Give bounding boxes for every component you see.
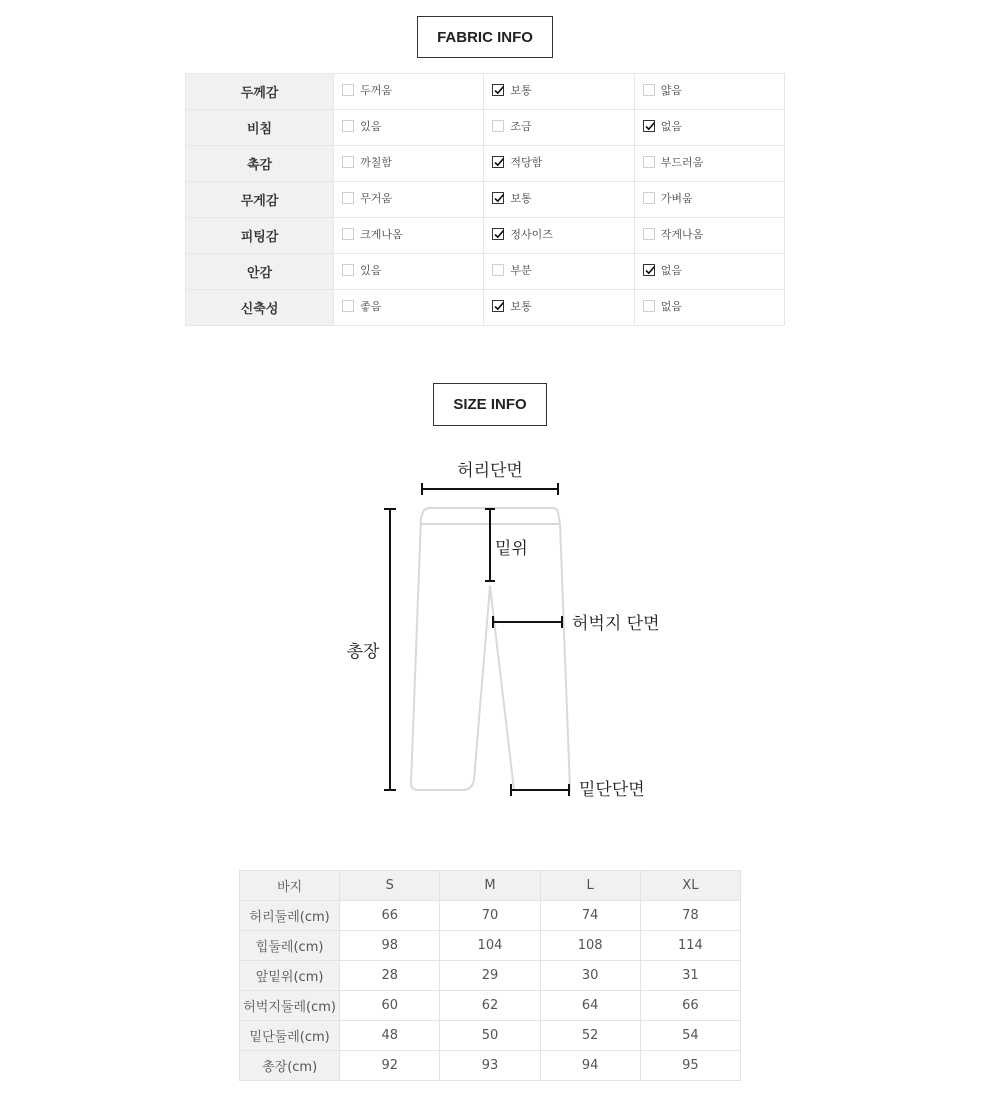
checkbox[interactable] — [643, 156, 655, 168]
size-table-header: 바지 — [240, 871, 340, 901]
size-value-cell: 28 — [340, 961, 440, 991]
fabric-option-label: 조금 — [510, 119, 532, 133]
size-row-label: 앞밑위(cm) — [240, 961, 340, 991]
checkbox[interactable] — [342, 300, 354, 312]
fabric-option-label: 크게나옴 — [360, 227, 403, 241]
checkbox[interactable] — [643, 300, 655, 312]
checkmark-icon — [644, 264, 656, 276]
fabric-option-label: 있음 — [360, 263, 382, 277]
fabric-row-label: 무게감 — [186, 182, 334, 218]
fabric-option-cell — [634, 182, 784, 218]
fabric-option-label: 있음 — [360, 119, 382, 133]
fabric-option-label: 가벼움 — [660, 191, 693, 205]
fabric-option-cell — [634, 254, 784, 290]
waist-measure-line — [422, 483, 558, 495]
fabric-option-label: 부분 — [510, 263, 532, 277]
hem-label: 밑단단면 — [579, 780, 645, 800]
size-value-cell: 60 — [340, 991, 440, 1021]
fabric-row — [186, 110, 785, 146]
fabric-option-cell — [484, 74, 634, 110]
checked-checkbox[interactable] — [492, 156, 504, 168]
fabric-option-label: 없음 — [660, 299, 682, 313]
fabric-option-cell — [634, 218, 784, 254]
size-value-cell: 62 — [440, 991, 540, 1021]
size-table-header: M — [440, 871, 540, 901]
fabric-row-label: 피팅감 — [186, 218, 334, 254]
size-table-row — [240, 931, 741, 961]
fabric-option-label: 적당함 — [510, 155, 543, 169]
checkmark-icon — [493, 192, 505, 204]
fabric-row — [186, 146, 785, 182]
checked-checkbox[interactable] — [492, 228, 504, 240]
size-value-cell: 66 — [640, 991, 740, 1021]
size-value-cell: 30 — [540, 961, 640, 991]
fabric-option-label: 좋음 — [360, 299, 382, 313]
size-row-label: 힙둘레(cm) — [240, 931, 340, 961]
fabric-row — [186, 218, 785, 254]
checkbox[interactable] — [342, 264, 354, 276]
fabric-info-table — [185, 73, 785, 326]
checkmark-icon — [644, 120, 656, 132]
length-label: 총장 — [346, 642, 380, 662]
size-value-cell: 31 — [640, 961, 740, 991]
thigh-label: 허벅지 단면 — [572, 614, 660, 634]
fabric-option-cell — [334, 146, 484, 182]
size-value-cell: 95 — [640, 1051, 740, 1081]
checkbox[interactable] — [342, 120, 354, 132]
checkbox[interactable] — [492, 264, 504, 276]
pants-size-diagram — [330, 450, 690, 820]
checkbox[interactable] — [643, 84, 655, 96]
fabric-row-label: 신축성 — [186, 290, 334, 326]
size-table-row — [240, 1021, 741, 1051]
size-value-cell: 70 — [440, 901, 540, 931]
checked-checkbox[interactable] — [643, 264, 655, 276]
size-table-row — [240, 1051, 741, 1081]
checkmark-icon — [493, 300, 505, 312]
fabric-option-cell — [484, 146, 634, 182]
checkbox[interactable] — [342, 156, 354, 168]
size-table — [239, 870, 741, 1081]
size-table-header: XL — [640, 871, 740, 901]
size-value-cell: 94 — [540, 1051, 640, 1081]
size-value-cell: 66 — [340, 901, 440, 931]
fabric-option-label: 보통 — [510, 299, 532, 313]
fabric-option-cell — [334, 110, 484, 146]
size-row-label: 밑단둘레(cm) — [240, 1021, 340, 1051]
fabric-option-cell — [634, 110, 784, 146]
checked-checkbox[interactable] — [492, 300, 504, 312]
size-value-cell: 64 — [540, 991, 640, 1021]
fabric-option-label: 두꺼움 — [360, 83, 393, 97]
size-value-cell: 54 — [640, 1021, 740, 1051]
fabric-row — [186, 182, 785, 218]
fabric-option-cell — [334, 290, 484, 326]
size-value-cell: 93 — [440, 1051, 540, 1081]
fabric-info-title: FABRIC INFO — [417, 16, 553, 58]
checkbox[interactable] — [492, 120, 504, 132]
size-row-label: 총장(cm) — [240, 1051, 340, 1081]
size-value-cell: 48 — [340, 1021, 440, 1051]
fabric-option-cell — [484, 254, 634, 290]
checkbox[interactable] — [342, 84, 354, 96]
size-value-cell: 52 — [540, 1021, 640, 1051]
fabric-option-label: 없음 — [660, 263, 682, 277]
checkbox[interactable] — [342, 228, 354, 240]
size-row-label: 허벅지둘레(cm) — [240, 991, 340, 1021]
checkmark-icon — [493, 156, 505, 168]
length-measure-line — [384, 509, 396, 790]
checked-checkbox[interactable] — [492, 192, 504, 204]
fabric-option-label: 정사이즈 — [510, 227, 553, 241]
fabric-option-cell — [634, 74, 784, 110]
fabric-option-cell — [634, 146, 784, 182]
fabric-row — [186, 290, 785, 326]
fabric-row-label: 촉감 — [186, 146, 334, 182]
size-table-row — [240, 901, 741, 931]
checkmark-icon — [493, 84, 505, 96]
fabric-option-label: 보통 — [510, 191, 532, 205]
checkbox[interactable] — [643, 192, 655, 204]
thigh-measure-line — [493, 616, 562, 628]
size-row-label: 허리둘레(cm) — [240, 901, 340, 931]
size-value-cell: 114 — [640, 931, 740, 961]
fabric-option-cell — [334, 74, 484, 110]
fabric-option-label: 까칠함 — [360, 155, 393, 169]
waist-label: 허리단면 — [457, 461, 523, 481]
size-table-header: L — [540, 871, 640, 901]
fabric-option-cell — [634, 290, 784, 326]
size-table-row — [240, 991, 741, 1021]
size-table-row — [240, 961, 741, 991]
fabric-option-label: 보통 — [510, 83, 532, 97]
fabric-row — [186, 74, 785, 110]
fabric-option-cell — [334, 218, 484, 254]
fabric-option-label: 부드러움 — [660, 155, 704, 169]
fabric-option-cell — [484, 290, 634, 326]
fabric-row-label: 비침 — [186, 110, 334, 146]
fabric-option-cell — [334, 254, 484, 290]
rise-measure-line — [485, 509, 495, 581]
checked-checkbox[interactable] — [492, 84, 504, 96]
size-value-cell: 74 — [540, 901, 640, 931]
size-value-cell: 98 — [340, 931, 440, 961]
checkbox[interactable] — [342, 192, 354, 204]
size-value-cell: 29 — [440, 961, 540, 991]
size-value-cell: 108 — [540, 931, 640, 961]
fabric-row-label: 안감 — [186, 254, 334, 290]
fabric-row-label: 두께감 — [186, 74, 334, 110]
fabric-option-cell — [484, 110, 634, 146]
fabric-option-label: 없음 — [660, 119, 682, 133]
fabric-option-cell — [334, 182, 484, 218]
size-value-cell: 92 — [340, 1051, 440, 1081]
fabric-option-cell — [484, 218, 634, 254]
size-value-cell: 104 — [440, 931, 540, 961]
checkmark-icon — [493, 228, 505, 240]
size-info-title: SIZE INFO — [433, 383, 547, 426]
fabric-option-label: 얇음 — [660, 83, 682, 97]
fabric-option-cell — [484, 182, 634, 218]
fabric-option-label: 작게나옴 — [660, 227, 704, 241]
checked-checkbox[interactable] — [643, 120, 655, 132]
hem-measure-line — [511, 784, 569, 796]
size-value-cell: 78 — [640, 901, 740, 931]
fabric-option-label: 무거움 — [360, 191, 393, 205]
size-value-cell: 50 — [440, 1021, 540, 1051]
checkbox[interactable] — [643, 228, 655, 240]
rise-label: 밑위 — [495, 539, 528, 559]
fabric-row — [186, 254, 785, 290]
size-table-header: S — [340, 871, 440, 901]
